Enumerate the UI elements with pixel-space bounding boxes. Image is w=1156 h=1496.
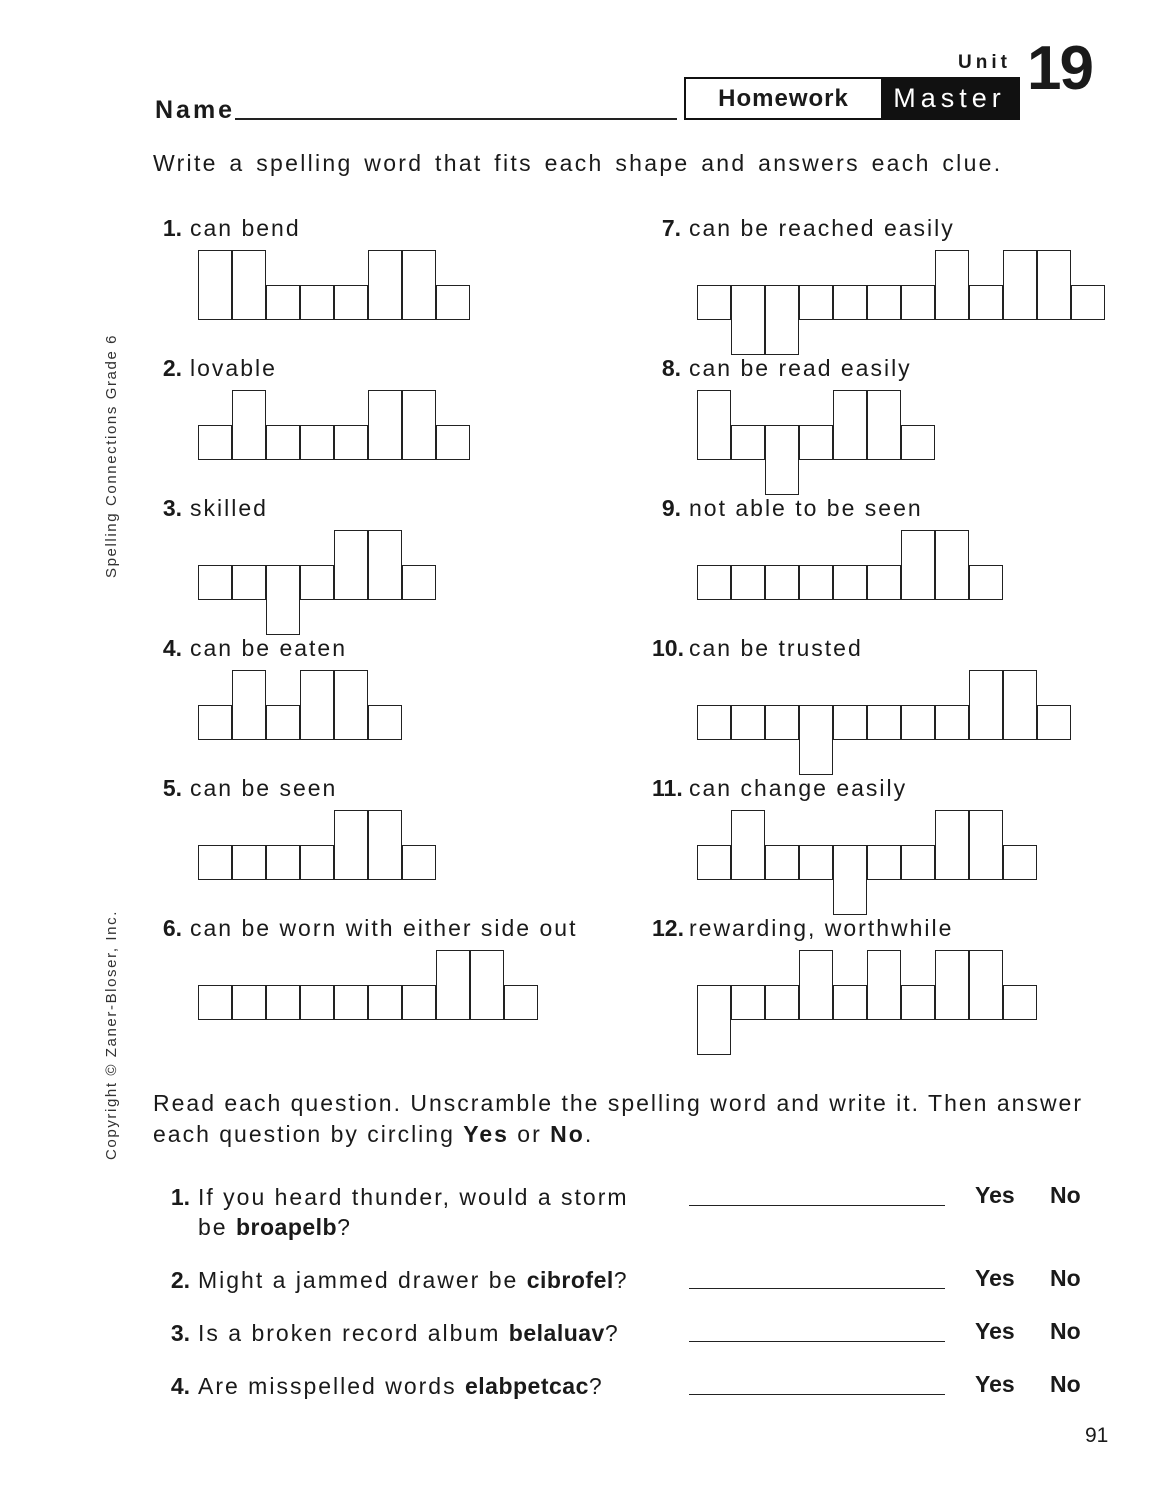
letter-box[interactable] [833, 985, 867, 1020]
clue-text: lovable [190, 355, 277, 381]
letter-box[interactable] [731, 285, 765, 355]
letter-box[interactable] [901, 285, 935, 320]
yes-option-4[interactable]: Yes [975, 1371, 1015, 1397]
letter-box[interactable] [232, 670, 266, 740]
letter-box[interactable] [867, 705, 901, 740]
letter-box[interactable] [731, 425, 765, 460]
clue-8 [652, 355, 912, 382]
letter-box[interactable] [867, 390, 901, 460]
letter-box[interactable] [402, 985, 436, 1020]
no-option-4[interactable]: No [1050, 1371, 1081, 1397]
yes-option-3[interactable]: Yes [975, 1318, 1015, 1344]
letter-box[interactable] [765, 565, 799, 600]
clue-7 [652, 215, 955, 242]
letter-box[interactable] [334, 985, 368, 1020]
letter-box[interactable] [402, 390, 436, 460]
clue-4 [160, 635, 347, 662]
clue-number: 10. [652, 635, 684, 661]
letter-box[interactable] [368, 985, 402, 1020]
letter-box[interactable] [436, 285, 470, 320]
clue-9 [652, 495, 923, 522]
letter-box[interactable] [232, 565, 266, 600]
letter-box[interactable] [799, 950, 833, 1020]
no-option-1[interactable]: No [1050, 1182, 1081, 1208]
letter-box[interactable] [731, 705, 765, 740]
yes-option-1[interactable]: Yes [975, 1182, 1015, 1208]
letter-box[interactable] [300, 285, 334, 320]
letter-box[interactable] [198, 425, 232, 460]
letter-box[interactable] [935, 530, 969, 600]
letter-box[interactable] [1037, 250, 1071, 320]
letter-box[interactable] [799, 425, 833, 460]
letter-box[interactable] [867, 950, 901, 1020]
clue-number: 3. [162, 495, 182, 521]
letter-box[interactable] [935, 250, 969, 320]
letter-box[interactable] [901, 845, 935, 880]
letter-box[interactable] [300, 985, 334, 1020]
letter-box[interactable] [266, 705, 300, 740]
letter-box[interactable] [334, 285, 368, 320]
letter-box[interactable] [266, 285, 300, 320]
letter-box[interactable] [368, 390, 402, 460]
letter-box[interactable] [833, 705, 867, 740]
letter-box[interactable] [799, 565, 833, 600]
letter-box[interactable] [436, 425, 470, 460]
clue-12 [652, 915, 953, 942]
clue-number: 7. [661, 215, 681, 241]
letter-box[interactable] [765, 705, 799, 740]
letter-box[interactable] [833, 285, 867, 320]
letter-box[interactable] [799, 285, 833, 320]
question-3: 3. Is a broken record album belaluav? [170, 1320, 620, 1346]
letter-box[interactable] [266, 845, 300, 880]
clue-text: can be worn with either side out [190, 915, 578, 941]
letter-box[interactable] [368, 705, 402, 740]
answer-line-1[interactable] [689, 1205, 945, 1206]
letter-box[interactable] [232, 390, 266, 460]
letter-box[interactable] [731, 565, 765, 600]
letter-box[interactable] [697, 705, 731, 740]
unit-number: 19 [1027, 34, 1092, 103]
question-1: 1. If you heard thunder, would a storm be broapelb? [170, 1184, 629, 1240]
letter-box[interactable] [198, 565, 232, 600]
unit-label: Unit [958, 52, 1011, 73]
letter-box[interactable] [300, 565, 334, 600]
letter-box[interactable] [1037, 705, 1071, 740]
letter-box[interactable] [901, 705, 935, 740]
no-option-2[interactable]: No [1050, 1265, 1081, 1291]
letter-box[interactable] [1003, 845, 1037, 880]
letter-box[interactable] [935, 810, 969, 880]
letter-box[interactable] [867, 285, 901, 320]
question-2: 2. Might a jammed drawer be cibrofel? [170, 1267, 629, 1293]
letter-box[interactable] [300, 845, 334, 880]
letter-box[interactable] [765, 845, 799, 880]
letter-box[interactable] [402, 250, 436, 320]
letter-box[interactable] [765, 285, 799, 355]
letter-box[interactable] [1003, 670, 1037, 740]
letter-box[interactable] [1071, 285, 1105, 320]
letter-box[interactable] [334, 810, 368, 880]
clue-number: 6. [162, 915, 182, 941]
answer-line-2[interactable] [689, 1288, 945, 1289]
letter-box[interactable] [300, 425, 334, 460]
answer-line-4[interactable] [689, 1394, 945, 1395]
letter-box[interactable] [300, 670, 334, 740]
letter-box[interactable] [867, 565, 901, 600]
letter-box[interactable] [334, 425, 368, 460]
letter-box[interactable] [935, 950, 969, 1020]
yes-option-2[interactable]: Yes [975, 1265, 1015, 1291]
clue-number: 11. [652, 775, 683, 801]
clue-text: can be trusted [689, 635, 863, 661]
instructions-shapes: Write a spelling word that fits each shape and answers each clue. [153, 150, 1003, 176]
letter-box[interactable] [368, 530, 402, 600]
letter-box[interactable] [731, 985, 765, 1020]
letter-box[interactable] [504, 985, 538, 1020]
letter-box[interactable] [436, 950, 470, 1020]
letter-box[interactable] [266, 425, 300, 460]
letter-box[interactable] [799, 845, 833, 880]
letter-box[interactable] [935, 705, 969, 740]
letter-box[interactable] [867, 845, 901, 880]
sidebar-copyright: Copyright © Zaner-Bloser, Inc. [103, 910, 120, 1160]
name-label: Name [155, 96, 236, 124]
letter-box[interactable] [833, 565, 867, 600]
clue-number: 1. [162, 215, 182, 241]
clue-10 [652, 635, 863, 662]
letter-box[interactable] [1003, 985, 1037, 1020]
letter-box[interactable] [368, 250, 402, 320]
clue-text: can be seen [190, 775, 338, 801]
letter-box[interactable] [232, 845, 266, 880]
letter-box[interactable] [198, 250, 232, 320]
letter-box[interactable] [697, 390, 731, 460]
instructions-unscramble: Read each question. Unscramble the spelling word and write it. Then answer each question by circling Yes or No. [153, 1090, 1083, 1147]
clue-text: skilled [190, 495, 268, 521]
page-number: 91 [1085, 1424, 1109, 1447]
letter-box[interactable] [799, 705, 833, 775]
letter-box[interactable] [969, 285, 1003, 320]
letter-box[interactable] [765, 985, 799, 1020]
no-option-3[interactable]: No [1050, 1318, 1081, 1344]
letter-box[interactable] [969, 565, 1003, 600]
answer-line-3[interactable] [689, 1341, 945, 1342]
letter-box[interactable] [969, 670, 1003, 740]
question-4: 4. Are misspelled words elabpetcac? [170, 1373, 604, 1399]
clue-text: rewarding, worthwhile [689, 915, 954, 941]
letter-box[interactable] [232, 985, 266, 1020]
letter-box[interactable] [334, 670, 368, 740]
letter-box[interactable] [697, 565, 731, 600]
name-line[interactable] [235, 118, 677, 120]
clue-number: 12. [652, 915, 684, 941]
letter-box[interactable] [470, 950, 504, 1020]
clue-2 [160, 355, 277, 382]
letter-box[interactable] [697, 985, 731, 1055]
letter-box[interactable] [697, 285, 731, 320]
clue-text: can change easily [689, 775, 908, 801]
clue-text: not able to be seen [689, 495, 923, 521]
letter-box[interactable] [969, 810, 1003, 880]
letter-box[interactable] [198, 845, 232, 880]
letter-box[interactable] [1003, 250, 1037, 320]
letter-box[interactable] [334, 530, 368, 600]
clue-5 [160, 775, 337, 802]
clue-number: 2. [162, 355, 182, 381]
clue-number: 4. [162, 635, 182, 661]
master-label: Master [881, 79, 1018, 118]
clue-text: can bend [190, 215, 301, 241]
clue-text: can be reached easily [689, 215, 955, 241]
letter-box[interactable] [198, 985, 232, 1020]
letter-box[interactable] [266, 985, 300, 1020]
letter-box[interactable] [266, 565, 300, 635]
letter-box[interactable] [731, 810, 765, 880]
letter-box[interactable] [901, 425, 935, 460]
homework-master-badge [684, 77, 1020, 120]
clue-number: 5. [162, 775, 182, 801]
homework-label: Homework [718, 84, 849, 112]
letter-box[interactable] [402, 845, 436, 880]
letter-box[interactable] [765, 425, 799, 495]
clue-11 [652, 775, 907, 802]
letter-box[interactable] [368, 810, 402, 880]
letter-box[interactable] [198, 705, 232, 740]
clue-6 [160, 915, 577, 942]
letter-box[interactable] [697, 845, 731, 880]
letter-box[interactable] [232, 250, 266, 320]
letter-box[interactable] [833, 845, 867, 915]
letter-box[interactable] [901, 530, 935, 600]
sidebar-grade: Spelling Connections Grade 6 [103, 333, 120, 578]
letter-box[interactable] [402, 565, 436, 600]
clue-number: 8. [661, 355, 681, 381]
clue-number: 9. [661, 495, 681, 521]
clue-text: can be read easily [689, 355, 912, 381]
letter-box[interactable] [901, 985, 935, 1020]
letter-box[interactable] [833, 390, 867, 460]
clue-1 [160, 215, 301, 242]
letter-box[interactable] [969, 950, 1003, 1020]
clue-3 [160, 495, 268, 522]
clue-text: can be eaten [190, 635, 348, 661]
